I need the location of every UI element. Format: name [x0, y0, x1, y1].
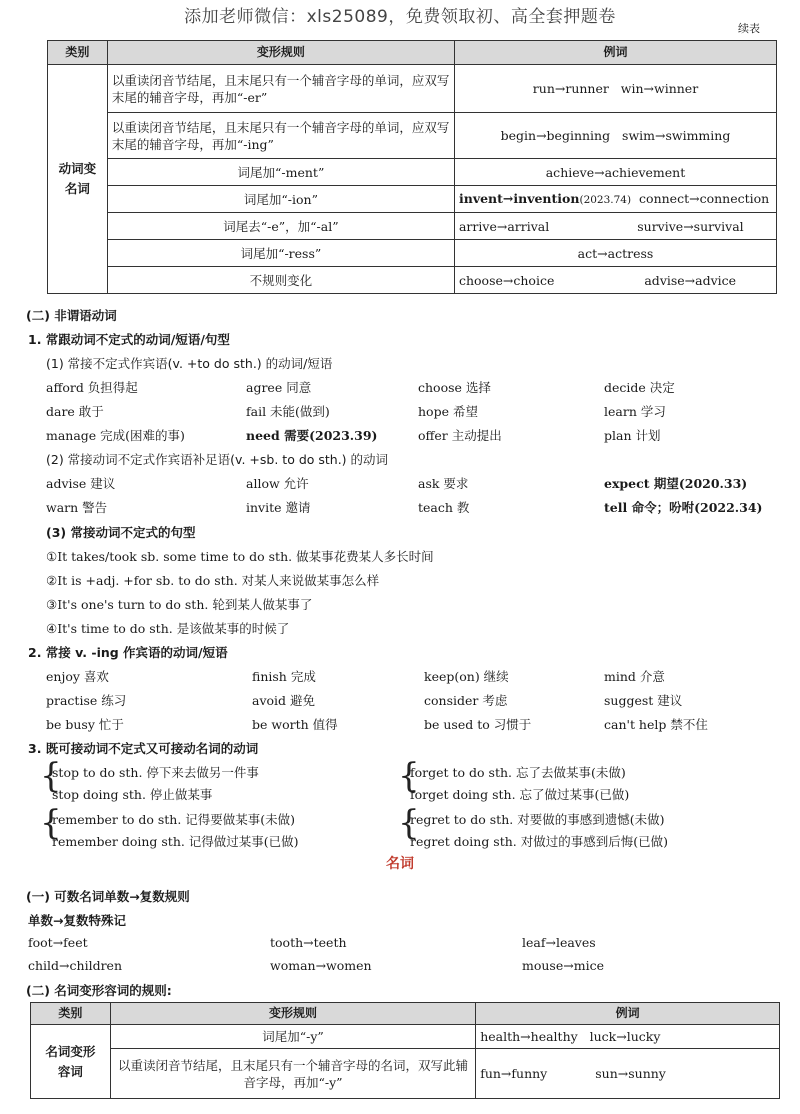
- example: survive→survival: [637, 218, 744, 234]
- pattern-line: ④It's time to do sth. 是该做某事的时候了: [46, 621, 290, 636]
- example: sun→sunny: [595, 1066, 666, 1081]
- word-item: plan 计划: [604, 428, 661, 443]
- plural-row: [0, 958, 800, 978]
- word-item: agree 同意: [246, 380, 312, 395]
- word-item: keep(on) 继续: [424, 669, 509, 684]
- example: health→healthy: [480, 1029, 578, 1044]
- word-row: [0, 498, 800, 518]
- plural-item: woman→women: [270, 958, 372, 973]
- word-row: [0, 378, 800, 398]
- word-item: be used to 习惯于: [424, 717, 532, 732]
- word-item: can't help 禁不住: [604, 717, 708, 732]
- pattern-line: ③It's one's turn to do sth. 轮到某人做某事了: [46, 597, 313, 612]
- pair-line: remember to do sth. 记得要做某事(未做): [52, 812, 296, 827]
- example: connect→connection: [639, 190, 770, 206]
- pair-line: remember doing sth. 记得做过某事(已做): [52, 834, 299, 849]
- word-item: allow 允许: [246, 476, 309, 491]
- example: advise→advice: [644, 272, 737, 288]
- category-cell: 名词变形 容词: [31, 1025, 111, 1099]
- heading-2: 2. 常接 v. -ing 作宾语的动词/短语: [28, 645, 228, 660]
- word-item: choose 选择: [418, 380, 491, 395]
- noun-to-adjective-table: [30, 1002, 780, 1099]
- plural-item: child→children: [28, 958, 122, 973]
- word-item: finish 完成: [252, 669, 316, 684]
- example: run→runner: [532, 81, 609, 96]
- word-item: expect 期望(2020.33): [604, 476, 748, 491]
- word-item: invite 邀请: [246, 500, 311, 515]
- example: invent→invention: [458, 190, 580, 206]
- brace-icon: {: [398, 803, 420, 843]
- rule-cell: 词尾加“-ment”: [107, 159, 454, 186]
- rule-cell: 不规则变化: [107, 267, 454, 294]
- header-rule: 变形规则: [110, 1003, 475, 1025]
- example-cell: [454, 159, 776, 186]
- rule-cell: 以重读闭音节结尾，且末尾只有一个辅音字母的单词，应双写末尾的辅音字母，再加“-ing”: [107, 113, 454, 159]
- word-item: advise 建议: [46, 476, 116, 491]
- example-cell: [454, 65, 776, 113]
- word-item: dare 敢于: [46, 404, 104, 419]
- continued-label: 续表: [738, 22, 760, 35]
- example: choose→choice: [458, 272, 555, 288]
- word-row: [0, 402, 800, 422]
- pair-line: regret to do sth. 对要做的事感到遗憾(未做): [410, 812, 665, 827]
- word-item: practise 练习: [46, 693, 127, 708]
- word-item: ask 要求: [418, 476, 469, 491]
- example-cell: [476, 1025, 780, 1049]
- subheading-3: (3) 常接动词不定式的句型: [46, 525, 196, 540]
- word-row: [0, 715, 800, 735]
- word-item: mind 介意: [604, 669, 665, 684]
- exam-note: (2023.74): [579, 193, 632, 206]
- noun-section-1: (一) 可数名词单数→复数规则: [26, 889, 190, 904]
- word-item: tell 命令；吩咐(2022.34): [604, 500, 763, 515]
- rule-cell: 词尾加“-ress”: [107, 240, 454, 267]
- example-cell: [476, 1049, 780, 1099]
- word-item: enjoy 喜欢: [46, 669, 109, 684]
- word-item: hope 希望: [418, 404, 478, 419]
- plural-item: mouse→mice: [522, 958, 604, 973]
- heading-3: 3. 既可接动词不定式又可接动名词的动词: [28, 741, 259, 756]
- example-cell: [454, 213, 776, 240]
- header-rule: 变形规则: [107, 41, 454, 65]
- subheading-1: (1) 常接不定式作宾语(v. +to do sth.) 的动词/短语: [46, 356, 333, 371]
- plural-item: foot→feet: [28, 935, 88, 950]
- rule-cell: 词尾加“-ion”: [107, 186, 454, 213]
- rule-cell: 词尾去“-e”，加“-al”: [107, 213, 454, 240]
- rule-cell: 以重读闭音节结尾，且末尾只有一个辅音字母的名词，双写此辅音字母，再加“-y”: [110, 1049, 475, 1099]
- example-cell: [454, 267, 776, 294]
- plural-item: tooth→teeth: [270, 935, 347, 950]
- word-item: offer 主动提出: [418, 428, 502, 443]
- header-example: 例词: [476, 1003, 780, 1025]
- word-row: [0, 691, 800, 711]
- pattern-line: ①It takes/took sb. some time to do sth. 做某事花费某人多长时间: [46, 549, 434, 564]
- rule-cell: 以重读闭音节结尾，且末尾只有一个辅音字母的单词，应双写末尾的辅音字母，再加“-er”: [107, 65, 454, 113]
- example-cell: [454, 186, 776, 213]
- word-row: [0, 667, 800, 687]
- word-item: suggest 建议: [604, 693, 683, 708]
- header-example: 例词: [454, 41, 776, 65]
- word-item: manage 完成(困难的事): [46, 428, 185, 443]
- plural-row: [0, 935, 800, 955]
- word-item: learn 学习: [604, 404, 666, 419]
- brace-icon: {: [40, 803, 62, 843]
- pair-line: regret doing sth. 对做过的事感到后悔(已做): [410, 834, 668, 849]
- header-category: 类别: [48, 41, 108, 65]
- example: swim→swimming: [622, 128, 731, 143]
- example: win→winner: [620, 81, 699, 96]
- example: act→actress: [577, 245, 654, 261]
- rule-cell: 词尾加“-y”: [110, 1025, 475, 1049]
- watermark: 添加老师微信：xls25089，免费领取初、高全套押题卷: [184, 7, 616, 27]
- word-item: decide 决定: [604, 380, 675, 395]
- noun-subheading: 单数→复数特殊记: [28, 913, 126, 928]
- brace-icon: {: [398, 756, 420, 796]
- example: luck→lucky: [589, 1029, 661, 1044]
- word-item: teach 教: [418, 500, 470, 515]
- example-cell: [454, 113, 776, 159]
- heading-1: 1. 常跟动词不定式的动词/短语/句型: [28, 332, 230, 347]
- word-item: warn 警告: [46, 500, 108, 515]
- noun-title: 名词: [386, 856, 414, 872]
- subheading-2: (2) 常接动词不定式作宾语补足语(v. +sb. to do sth.) 的动词: [46, 452, 389, 467]
- example-cell: [454, 240, 776, 267]
- pair-line: forget doing sth. 忘了做过某事(已做): [410, 787, 630, 802]
- example: arrive→arrival: [458, 218, 550, 234]
- word-item: avoid 避免: [252, 693, 316, 708]
- brace-icon: {: [40, 756, 62, 796]
- example: fun→funny: [480, 1066, 548, 1081]
- verb-to-noun-table: [47, 40, 777, 294]
- word-item: afford 负担得起: [46, 380, 138, 395]
- pair-line: stop doing sth. 停止做某事: [52, 787, 213, 802]
- pair-line: stop to do sth. 停下来去做另一件事: [52, 765, 259, 780]
- pair-line: forget to do sth. 忘了去做某事(未做): [410, 765, 626, 780]
- example: begin→beginning: [500, 128, 611, 143]
- header-category: 类别: [31, 1003, 111, 1025]
- example: achieve→achievement: [545, 164, 686, 180]
- plural-item: leaf→leaves: [522, 935, 596, 950]
- noun-section-2: (二) 名词变形容词的规则:: [26, 983, 172, 998]
- word-row: [0, 426, 800, 446]
- category-cell: 动词变 名词: [48, 65, 108, 294]
- word-item: need 需要(2023.39): [246, 428, 378, 443]
- section-title: (二) 非谓语动词: [26, 308, 117, 323]
- word-row: [0, 474, 800, 494]
- word-item: consider 考虑: [424, 693, 508, 708]
- word-item: be worth 值得: [252, 717, 338, 732]
- pattern-line: ②It is +adj. +for sb. to do sth. 对某人来说做某事怎么样: [46, 573, 380, 588]
- word-item: fail 未能(做到): [246, 404, 330, 419]
- word-item: be busy 忙于: [46, 717, 124, 732]
